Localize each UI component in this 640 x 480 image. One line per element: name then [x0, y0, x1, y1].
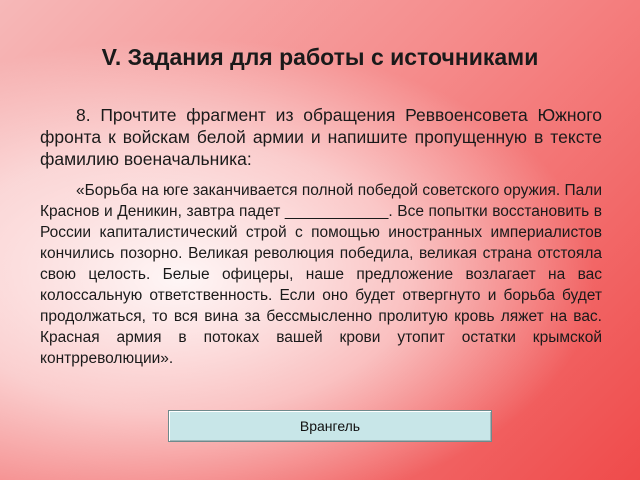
answer-label: Врангель	[299, 418, 361, 434]
answer-button[interactable]	[168, 410, 492, 442]
slide-title: V. Задания для работы с источниками	[101, 44, 539, 70]
source-quote: «Борьба на юге заканчивается полной победой советского оружия. Пали Краснов и Деникин, завтра падет ____________. Все попытки восстановить в России капиталистический строй с помощью иностранных империалистов кончились позорно. Великая революция победила, великая страна отстояла свою целость. Белые офицеры, наше предложение возлагает на вас колоссальную ответственность. Если оно будет отвергнуто и борьба будет продолжаться, то вся вина за бессмысленно пролитую кровь ляжет на вас. Красная армия в потоках вашей крови утопит остатки крымской контрреволюции».	[40, 182, 603, 367]
task-instruction: 8. Прочтите фрагмент из обращения Реввоенсовета Южного фронта к войскам белой армии и напишите пропущенную в тексте фамилию военачальника:	[40, 105, 602, 169]
